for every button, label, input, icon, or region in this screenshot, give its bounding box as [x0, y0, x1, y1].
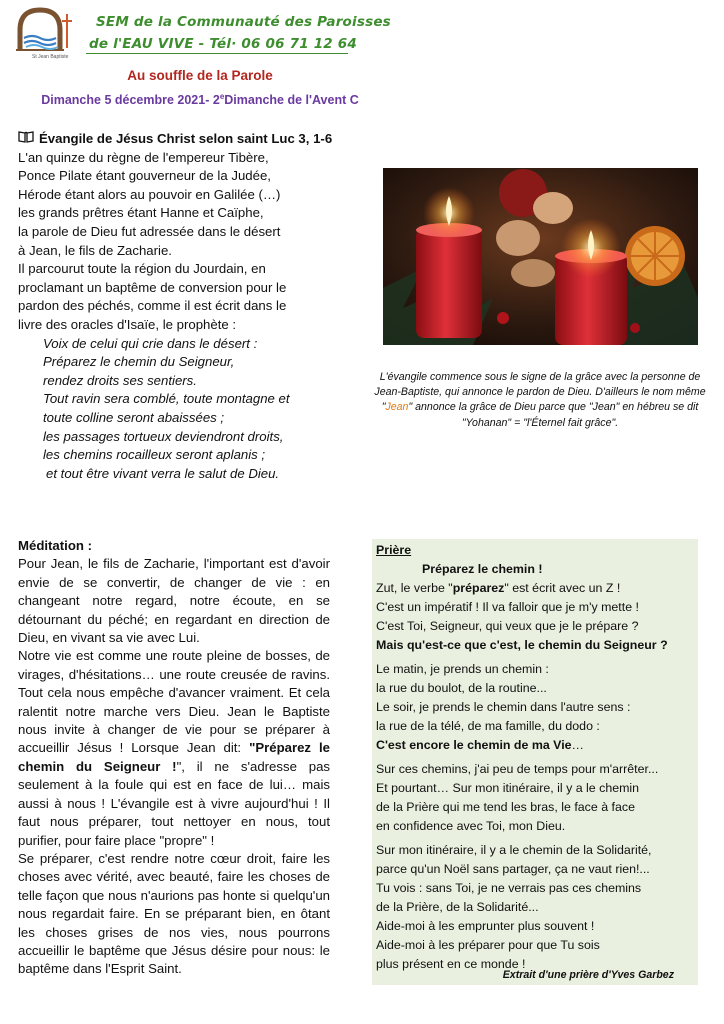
page-title: Au souffle de la Parole	[127, 68, 273, 83]
gospel-heading: Évangile de Jésus Christ selon saint Luc 3, 1-6	[18, 130, 363, 149]
meditation-heading: Méditation :	[18, 538, 92, 553]
prayer-line: la rue du boulot, de la routine...	[376, 681, 547, 695]
prayer-line: Aide-moi à les emprunter plus souvent !	[376, 919, 595, 933]
prayer-line: Mais qu'est-ce que c'est, le chemin du Seigneur ?	[376, 638, 668, 652]
prayer-line: Zut, le verbe "préparez" est écrit avec un Z !	[376, 581, 621, 595]
gospel-line: à Jean, le fils de Zacharie.	[18, 242, 172, 258]
prayer-line: Sur mon itinéraire, il y a le chemin de la Solidarité,	[376, 843, 652, 857]
header-line-1: SEM de la Communauté des Paroisses	[96, 14, 391, 30]
prayer-subtitle: Préparez le chemin !	[422, 562, 543, 576]
prayer-line: C'est un impératif ! Il va falloir que je m'y mette !	[376, 600, 639, 614]
prayer-line: la rue de la télé, de ma famille, du dodo :	[376, 719, 600, 733]
gospel-quote-line: Tout ravin sera comblé, toute montagne et	[43, 391, 290, 407]
meditation-paragraph: Pour Jean, le fils de Zacharie, l'important est d'avoir envie de se convertir, de changer de vie : en changeant notre regard, notre écoute, en se détournant du péché; en regardant en direction de Dieu, en vivant sa vie avec Lui.	[18, 556, 330, 646]
gospel-quote-line: les chemins rocailleux seront aplanis ;	[43, 447, 266, 463]
gospel-line: L'an quinze du règne de l'empereur Tibère,	[18, 149, 269, 165]
prayer-line: de la Prière qui me tend les bras, le face à face	[376, 800, 635, 814]
meditation-paragraph: Notre vie est comme une route pleine de bosses, de virages, d'hésitations… une route creusée de ravins. Tout cela nous empêche d'avancer vraiment. Et cela ralentit notre marche vers Dieu. Jean le Baptiste nous invite à changer de vie pour se préparer à accueillir Jésus ! Lorsque Jean dit: "Préparez le chemin du Seigneur !", il ne s'adresse pas seulement à la foule qui est en face de lui… mais aussi à nous ! L'évangile est à vivre aujourd'hui ! Il faut nous préparer, tout nettoyer en nous, tout purifier, pour faire place "propre" !	[18, 648, 330, 848]
photo-caption: L'évangile commence sous le signe de la grâce avec la personne de Jean-Baptiste, qui annonce le pardon de Dieu. D'ailleurs le nom même "Jean" annonce la grâce de Dieu parce que "Jean" en hébreu se dit "Yohanan" = "l'Éternel fait grâce".	[374, 371, 706, 429]
prayer-line: Aide-moi à les préparer pour que Tu sois	[376, 938, 600, 952]
gospel-section	[18, 130, 363, 483]
prayer-line: Le soir, je prends le chemin dans l'autre sens :	[376, 700, 631, 714]
prayer-line: en confidence avec Toi, mon Dieu.	[376, 819, 566, 833]
gospel-line: Hérode étant alors au pouvoir en Galilée (…)	[18, 186, 281, 202]
prayer-line: C'est Toi, Seigneur, qui veux que je le prépare ?	[376, 619, 639, 633]
prayer-line: Tu vois : sans Toi, je ne verrais pas ces chemins	[376, 881, 642, 895]
gospel-quote-line: les passages tortueux deviendront droits,	[43, 428, 284, 444]
gospel-line: la parole de Dieu fut adressée dans le désert	[18, 223, 281, 239]
prayer-line: Sur ces chemins, j'ai peu de temps pour m'arrêter...	[376, 762, 659, 776]
gospel-quote-line: Préparez le chemin du Seigneur,	[43, 354, 235, 370]
prayer-box	[372, 539, 698, 985]
gospel-quote-line: rendez droits ses sentiers.	[43, 372, 197, 388]
advent-candles-photo	[383, 168, 698, 345]
gospel-line: proclamant un baptême de conversion pour le	[18, 279, 287, 295]
header-line-2: de l'EAU VIVE - Tél· 06 06 71 12 64	[89, 36, 357, 52]
prayer-credit: Extrait d'une prière d'Yves Garbez	[502, 969, 674, 981]
prayer-line: parce qu'un Noël sans partager, ça ne vaut rien!...	[376, 862, 650, 876]
gospel-quote-last: et tout être vivant verra le salut de Dieu.	[46, 465, 280, 481]
gospel-line: livre des oracles d'Isaïe, le prophète :	[18, 316, 237, 332]
gospel-line: Ponce Pilate étant gouverneur de la Judée,	[18, 168, 271, 184]
meditation-paragraph: Se préparer, c'est rendre notre cœur droit, faire les choses avec vérité, avec beauté, faire les choses de telle façon que nous n'aurions pas honte si quelqu'un nous regardait faire. En se préparant bien, en ôtant les choses grises de nos vies, nous pourrons accueillir le baptême que Jésus désire pour nous: le baptême dans l'Esprit Saint.	[18, 850, 330, 977]
meditation-section	[18, 537, 330, 979]
gospel-line: les grands prêtres étant Hanne et Caïphe,	[18, 205, 264, 221]
gospel-line: Il parcourut toute la région du Jourdain, en	[18, 261, 266, 277]
gospel-quote-line: Voix de celui qui crie dans le désert :	[43, 335, 258, 351]
svg-text:St Jean Baptiste: St Jean Baptiste	[32, 54, 69, 60]
parish-logo	[14, 6, 78, 60]
prayer-line: plus présent en ce monde !	[376, 957, 526, 971]
prayer-line: Le matin, je prends un chemin :	[376, 662, 549, 676]
header-rule	[86, 53, 348, 54]
open-book-icon	[18, 130, 34, 149]
caption-jean-highlight: Jean	[385, 401, 409, 414]
prayer-line: de la Prière, de la Solidarité...	[376, 900, 539, 914]
prayer-line: Et pourtant… Sur mon itinéraire, il y a le chemin	[376, 781, 640, 795]
prayer-line: C'est encore le chemin de ma Vie…	[376, 738, 584, 752]
gospel-line: pardon des péchés, comme il est écrit dans le	[18, 298, 287, 314]
gospel-quote-line: toute colline seront abaissées ;	[43, 409, 225, 425]
date-subtitle: Dimanche 5 décembre 2021- 2eDimanche de l'Avent C	[41, 92, 359, 108]
prayer-heading: Prière	[376, 543, 412, 557]
